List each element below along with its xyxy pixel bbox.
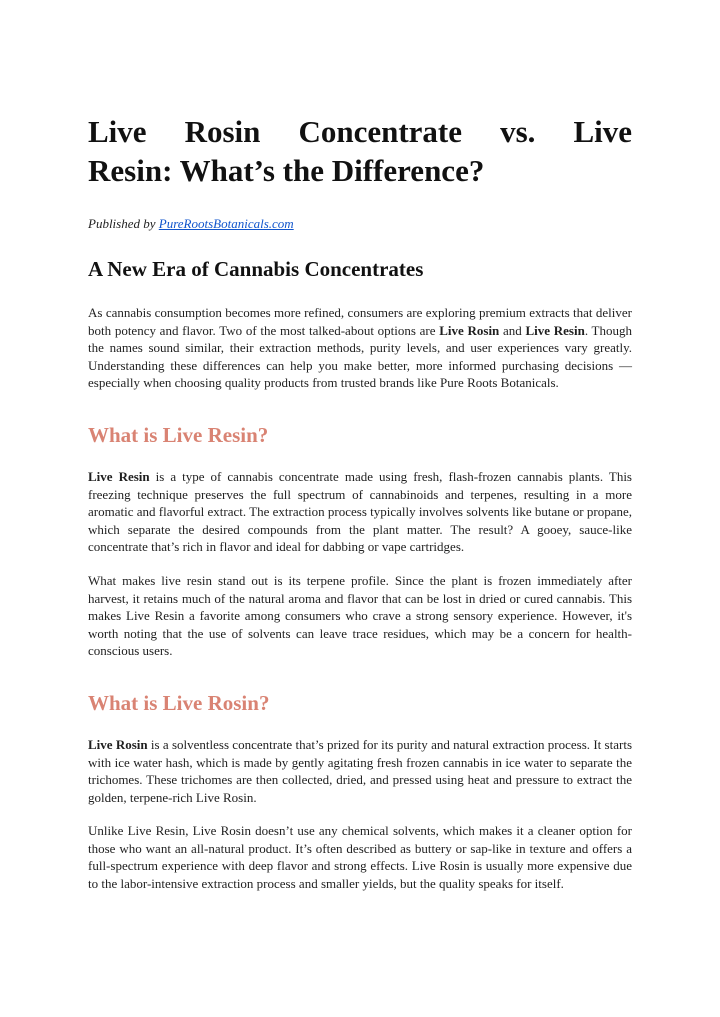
article-title-line2: Resin: What’s the Difference? xyxy=(88,153,485,188)
byline xyxy=(88,216,632,232)
text-span: . Though the names sound similar, their extraction methods, purity levels, and user experiences vary greatly. Understanding these differences can help you make better, more informed purchasing decisions — especially when choosing quality products from trusted brands like Pure Roots Botanicals. xyxy=(88,322,632,391)
text-span: As cannabis consumption becomes more refined, consumers are exploring premium extracts that deliver both potency and flavor. Two of the most talked-about options are xyxy=(88,305,632,338)
article-title-line1: Live Rosin Concentrate vs. Live xyxy=(88,114,632,149)
byline-prefix: Published by xyxy=(88,216,159,231)
paragraph-live-resin-1 xyxy=(88,468,632,556)
paragraph-new-era xyxy=(88,304,632,392)
bold-term: Live Resin xyxy=(525,322,585,338)
text-span: and xyxy=(499,322,526,338)
article-title xyxy=(88,112,632,190)
paragraph-live-resin-2: What makes live resin stand out is its terpene profile. Since the plant is frozen immediately after harvest, it retains much of the natural aroma and flavor that can be lost in dried or cured cannabis. This makes Live Resin a favorite among consumers who crave a strong sensory experience. However, it's worth noting that the use of solvents can leave trace residues, which may be a concern for health-conscious users. xyxy=(88,572,632,659)
byline-link[interactable]: PureRootsBotanicals.com xyxy=(158,216,294,231)
bold-term: Live Resin xyxy=(88,468,150,484)
bold-term: Live Rosin xyxy=(439,322,500,338)
section-heading-live-rosin: What is Live Rosin? xyxy=(88,690,270,715)
text-span: is a solventless concentrate that’s prized for its purity and natural extraction process. It starts with ice water hash, which is made by gently agitating fresh frozen cannabis in ice water to separate the trichomes. These trichomes are then collected, dried, and pressed using heat and pressure to extract the golden, terpene-rich Live Rosin. xyxy=(88,736,632,805)
paragraph-live-rosin-2: Unlike Live Resin, Live Rosin doesn’t use any chemical solvents, which makes it a cleaner option for those who want an all-natural product. It’s often described as buttery or sap-like in texture and offers a full-spectrum experience with deep flavor and strong effects. Live Rosin is usually more expensive due to the labor-intensive extraction process and smaller yields, but the quality speaks for itself. xyxy=(88,823,632,892)
section-heading-new-era: A New Era of Cannabis Concentrates xyxy=(88,257,424,281)
paragraph-live-rosin-1 xyxy=(88,736,632,806)
section-heading-live-resin: What is Live Resin? xyxy=(88,422,269,447)
text-span: is a type of cannabis concentrate made using fresh, flash-frozen cannabis plants. This freezing technique preserves the full spectrum of cannabinoids and terpenes, resulting in a more aromatic and flavorful extract. The extraction process typically involves solvents like butane or propane, which separate the desired compounds from the plant matter. The result? A gooey, sauce-like concentrate that’s rich in flavor and ideal for dabbing or vape cartridges. xyxy=(88,468,632,555)
bold-term: Live Rosin xyxy=(88,736,148,752)
